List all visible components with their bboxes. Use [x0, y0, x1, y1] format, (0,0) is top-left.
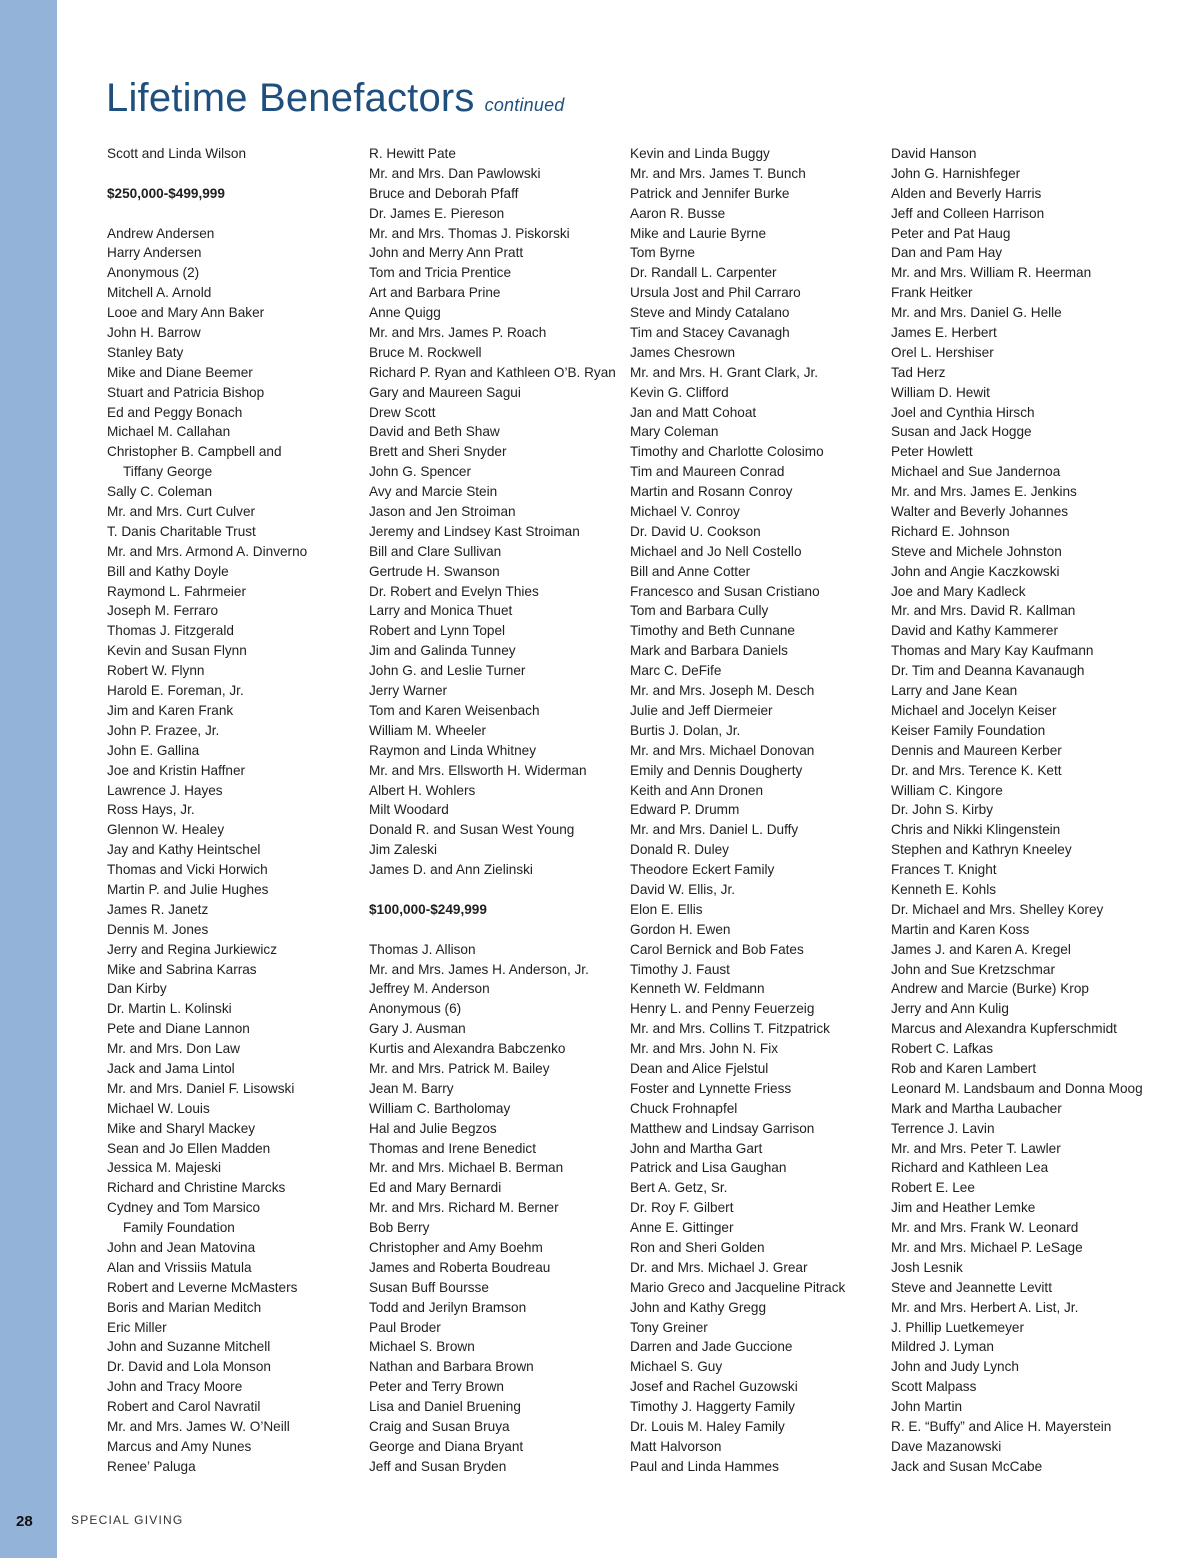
- donor-name: James R. Janetz: [107, 901, 209, 917]
- donor-name: R. Hewitt Pate: [369, 146, 456, 161]
- donor-name: Gary and Maureen Sagui: [369, 384, 521, 400]
- donor-name: James J. and Karen A. Kregel: [891, 941, 1071, 957]
- donor-name: Edward P. Drumm: [630, 802, 740, 818]
- donor-name: Dan Kirby: [107, 981, 167, 997]
- donor-name: Mr. and Mrs. John N. Fix: [630, 1041, 779, 1057]
- donor-name: Michael and Sue Jandernoa: [891, 464, 1061, 480]
- donor-name: Dr. Louis M. Haley Family: [630, 1419, 785, 1434]
- donor-name: Frances T. Knight: [891, 862, 997, 878]
- donor-name: Mr. and Mrs. James T. Bunch: [630, 165, 806, 181]
- donor-name: John and Judy Lynch: [891, 1359, 1019, 1375]
- donor-name: John and Jean Matovina: [107, 1239, 256, 1255]
- donor-name: Elon E. Ellis: [630, 901, 703, 917]
- donor-name: Dr. John S. Kirby: [891, 802, 993, 818]
- donor-name: Brett and Sheri Snyder: [369, 444, 507, 460]
- donor-name: Christopher and Amy Boehm: [369, 1239, 543, 1255]
- donor-name: Renee’ Paluga: [107, 1458, 196, 1474]
- donor-name: Dr. James E. Piereson: [369, 205, 505, 221]
- donor-name: Bill and Clare Sullivan: [369, 543, 502, 559]
- donor-name: Mr. and Mrs. Peter T. Lawler: [891, 1140, 1061, 1156]
- donor-name: Mr. and Mrs. Curt Culver: [107, 504, 256, 520]
- donor-name: R. E. “Buffy” and Alice H. Mayerstein: [891, 1419, 1112, 1434]
- donor-name: Michael S. Brown: [369, 1339, 475, 1355]
- donor-name: John and Martha Gart: [630, 1140, 763, 1156]
- donor-name: Tom and Barbara Cully: [630, 603, 769, 619]
- donor-name: Robert and Lynn Topel: [369, 623, 506, 639]
- donor-name: John and Tracy Moore: [107, 1379, 243, 1395]
- donor-name: Rob and Karen Lambert: [891, 1060, 1037, 1076]
- donor-name: Ed and Peggy Bonach: [107, 404, 243, 420]
- donor-name: Timothy and Beth Cunnane: [630, 623, 795, 639]
- donor-name: Mark and Martha Laubacher: [891, 1100, 1062, 1116]
- donor-name: Mr. and Mrs. James E. Jenkins: [891, 484, 1077, 500]
- spacer: [107, 164, 307, 184]
- donor-name: Bruce and Deborah Pfaff: [369, 185, 519, 201]
- donor-name: Theodore Eckert Family: [630, 862, 775, 878]
- donor-name: Martin P. and Julie Hughes: [107, 881, 269, 897]
- donor-name: Donald R. and Susan West Young: [369, 822, 575, 838]
- donor-name: Kevin and Linda Buggy: [630, 146, 770, 161]
- donor-name: David and Beth Shaw: [369, 424, 500, 440]
- donor-name: Robert and Carol Navratil: [107, 1399, 261, 1415]
- donor-name: Larry and Monica Thuet: [369, 603, 513, 619]
- donor-name: Dr. Michael and Mrs. Shelley Korey: [891, 901, 1104, 917]
- donor-name: Chris and Nikki Klingenstein: [891, 822, 1061, 838]
- donor-name: John and Merry Ann Pratt: [369, 245, 524, 261]
- donor-name: Jean M. Barry: [369, 1080, 454, 1096]
- donor-name: Bill and Anne Cotter: [630, 563, 751, 579]
- donor-name: Raymon and Linda Whitney: [369, 742, 536, 758]
- page-number: 28: [16, 1513, 33, 1530]
- donor-name: Milt Woodard: [369, 802, 449, 818]
- donor-name: Susan Buff Boursse: [369, 1279, 489, 1295]
- donor-name: T. Danis Charitable Trust: [107, 523, 256, 539]
- donor-name: Art and Barbara Prine: [369, 285, 501, 301]
- side-color-band: [0, 0, 57, 1558]
- donor-name: Chuck Frohnapfel: [630, 1100, 738, 1116]
- donor-name: Martin and Karen Koss: [891, 921, 1030, 937]
- donor-name: Thomas and Mary Kay Kaufmann: [891, 643, 1094, 659]
- donor-name: Mr. and Mrs. Dan Pawlowski: [369, 165, 541, 181]
- donor-name: William M. Wheeler: [369, 722, 487, 738]
- gift-level-heading: $100,000-$249,999: [369, 901, 487, 917]
- donor-name: Jay and Kathy Heintschel: [107, 842, 261, 858]
- donor-name: Nathan and Barbara Brown: [369, 1359, 534, 1375]
- donor-name: Terrence J. Lavin: [891, 1120, 995, 1136]
- donor-name: Timothy and Charlotte Colosimo: [630, 444, 824, 460]
- donor-name: Dan and Pam Hay: [891, 245, 1003, 261]
- gift-level-heading: $250,000-$499,999: [107, 185, 225, 201]
- donor-name: Robert W. Flynn: [107, 663, 205, 679]
- donor-column-1: [107, 144, 307, 1477]
- donor-name: Steve and Jeannette Levitt: [891, 1279, 1052, 1295]
- donor-name: Jim and Heather Lemke: [891, 1200, 1036, 1216]
- donor-name: Emily and Dennis Dougherty: [630, 762, 803, 778]
- donor-name: Matthew and Lindsay Garrison: [630, 1120, 815, 1136]
- donor-name: Joseph M. Ferraro: [107, 603, 219, 619]
- donor-name: Carol Bernick and Bob Fates: [630, 941, 804, 957]
- donor-name: Gordon H. Ewen: [630, 921, 731, 937]
- donor-name: Jack and Susan McCabe: [891, 1458, 1043, 1474]
- donor-name: Mark and Barbara Daniels: [630, 643, 788, 659]
- donor-name: George and Diana Bryant: [369, 1438, 524, 1454]
- donor-name: Mike and Diane Beemer: [107, 364, 253, 380]
- donor-name: Glennon W. Healey: [107, 822, 225, 838]
- donor-name: Marc C. DeFife: [630, 663, 722, 679]
- donor-name: Dr. and Mrs. Michael J. Grear: [630, 1259, 808, 1275]
- donor-name: Mildred J. Lyman: [891, 1339, 994, 1355]
- donor-name: Mr. and Mrs. Herbert A. List, Jr.: [891, 1299, 1079, 1315]
- donor-name: Family Foundation: [123, 1220, 235, 1236]
- donor-name: David and Kathy Kammerer: [891, 623, 1058, 639]
- donor-name: Joel and Cynthia Hirsch: [891, 404, 1035, 420]
- donor-name: Mr. and Mrs. Thomas J. Piskorski: [369, 225, 570, 241]
- donor-name: Timothy J. Haggerty Family: [630, 1399, 795, 1415]
- donor-name: Darren and Jade Guccione: [630, 1339, 793, 1355]
- donor-name: Dean and Alice Fjelstul: [630, 1060, 769, 1076]
- donor-name: Mike and Laurie Byrne: [630, 225, 767, 241]
- donor-name: J. Phillip Luetkemeyer: [891, 1319, 1024, 1335]
- donor-name: Jerry and Ann Kulig: [891, 1001, 1009, 1017]
- donor-name: Bob Berry: [369, 1220, 430, 1236]
- donor-name: John E. Gallina: [107, 742, 200, 758]
- donor-name: Harry Andersen: [107, 245, 202, 261]
- donor-name: Avy and Marcie Stein: [369, 484, 498, 500]
- donor-name: Paul Broder: [369, 1319, 441, 1335]
- donor-name: John and Suzanne Mitchell: [107, 1339, 271, 1355]
- donor-name: Eric Miller: [107, 1319, 167, 1335]
- donor-name: Alan and Vrissiis Matula: [107, 1259, 252, 1275]
- donor-name: Kevin and Susan Flynn: [107, 643, 247, 659]
- donor-name: Thomas and Vicki Horwich: [107, 862, 268, 878]
- donor-name: Timothy J. Faust: [630, 961, 730, 977]
- donor-name: Dr. David U. Cookson: [630, 523, 761, 539]
- donor-name: Tiffany George: [123, 464, 213, 480]
- donor-name: Dave Mazanowski: [891, 1438, 1002, 1454]
- donor-name: Walter and Beverly Johannes: [891, 504, 1069, 520]
- donor-name: Anne E. Gittinger: [630, 1220, 734, 1236]
- donor-name: Mr. and Mrs. H. Grant Clark, Jr.: [630, 364, 819, 380]
- donor-name: Francesco and Susan Cristiano: [630, 583, 820, 599]
- donor-name: Mitchell A. Arnold: [107, 285, 212, 301]
- donor-name: Harold E. Foreman, Jr.: [107, 683, 244, 699]
- donor-name: Kurtis and Alexandra Babczenko: [369, 1041, 566, 1057]
- donor-name: Robert C. Lafkas: [891, 1041, 993, 1057]
- donor-name: Lisa and Daniel Bruening: [369, 1399, 521, 1415]
- donor-name: Mr. and Mrs. Michael B. Berman: [369, 1160, 564, 1176]
- donor-name: Patrick and Lisa Gaughan: [630, 1160, 787, 1176]
- donor-name: Donald R. Duley: [630, 842, 729, 858]
- donor-name: Craig and Susan Bruya: [369, 1419, 510, 1434]
- donor-name: Cydney and Tom Marsico: [107, 1200, 261, 1216]
- donor-name: Bert A. Getz, Sr.: [630, 1180, 728, 1196]
- donor-name: James and Roberta Boudreau: [369, 1259, 551, 1275]
- donor-name: Tad Herz: [891, 364, 946, 380]
- donor-column-2: [369, 144, 616, 1477]
- donor-name: Tom Byrne: [630, 245, 695, 261]
- donor-name: Matt Halvorson: [630, 1438, 722, 1454]
- donor-name: Raymond L. Fahrmeier: [107, 583, 247, 599]
- donor-name: David Hanson: [891, 146, 977, 161]
- donor-name: Pete and Diane Lannon: [107, 1021, 250, 1037]
- donor-name: Jim and Galinda Tunney: [369, 643, 516, 659]
- donor-name: Dr. and Mrs. Terence K. Kett: [891, 762, 1062, 778]
- donor-name: Alden and Beverly Harris: [891, 185, 1042, 201]
- donor-name: Mr. and Mrs. James P. Roach: [369, 325, 547, 341]
- donor-name: Kevin G. Clifford: [630, 384, 729, 400]
- donor-name: Stuart and Patricia Bishop: [107, 384, 265, 400]
- donor-name: John and Angie Kaczkowski: [891, 563, 1060, 579]
- donor-name: Robert and Leverne McMasters: [107, 1279, 298, 1295]
- spacer: [369, 920, 616, 940]
- donor-name: Stephen and Kathryn Kneeley: [891, 842, 1072, 858]
- donor-name: Michael and Jocelyn Keiser: [891, 702, 1057, 718]
- donor-name: John H. Barrow: [107, 325, 201, 341]
- donor-name: Patrick and Jennifer Burke: [630, 185, 790, 201]
- donor-name: Josef and Rachel Guzowski: [630, 1379, 798, 1395]
- donor-name: Aaron R. Busse: [630, 205, 726, 221]
- donor-name: Thomas J. Allison: [369, 941, 476, 957]
- donor-name: Jessica M. Majeski: [107, 1160, 222, 1176]
- donor-name: Kenneth E. Kohls: [891, 881, 997, 897]
- donor-name: Larry and Jane Kean: [891, 683, 1018, 699]
- donor-name: Peter Howlett: [891, 444, 973, 460]
- donor-name: Tom and Tricia Prentice: [369, 265, 512, 281]
- donor-name: Jason and Jen Stroiman: [369, 504, 516, 520]
- donor-name: Scott Malpass: [891, 1379, 977, 1395]
- donor-name: Jim Zaleski: [369, 842, 437, 858]
- donor-name: Todd and Jerilyn Bramson: [369, 1299, 527, 1315]
- donor-name: Boris and Marian Meditch: [107, 1299, 262, 1315]
- donor-name: Mary Coleman: [630, 424, 719, 440]
- donor-name: Mr. and Mrs. Daniel L. Duffy: [630, 822, 799, 838]
- donor-name: Josh Lesnik: [891, 1259, 963, 1275]
- donor-name: Jan and Matt Cohoat: [630, 404, 757, 420]
- donor-name: Albert H. Wohlers: [369, 782, 476, 798]
- donor-name: Ursula Jost and Phil Carraro: [630, 285, 801, 301]
- donor-name: Mr. and Mrs. Richard M. Berner: [369, 1200, 559, 1216]
- donor-column-4: [891, 144, 1143, 1477]
- donor-name: Dennis M. Jones: [107, 921, 209, 937]
- donor-name: Susan and Jack Hogge: [891, 424, 1032, 440]
- donor-name: John P. Frazee, Jr.: [107, 722, 220, 738]
- donor-name: Richard E. Johnson: [891, 523, 1010, 539]
- donor-name: Gary J. Ausman: [369, 1021, 466, 1037]
- donor-name: Mr. and Mrs. James W. O’Neill: [107, 1419, 290, 1434]
- donor-name: Jeffrey M. Anderson: [369, 981, 490, 997]
- donor-name: Mr. and Mrs. Ellsworth H. Widerman: [369, 762, 587, 778]
- donor-name: James E. Herbert: [891, 325, 997, 341]
- donor-name: Mr. and Mrs. Don Law: [107, 1041, 240, 1057]
- donor-name: Mr. and Mrs. Daniel F. Lisowski: [107, 1080, 295, 1096]
- donor-name: Dr. Tim and Deanna Kavanaugh: [891, 663, 1085, 679]
- donor-name: Robert E. Lee: [891, 1180, 975, 1196]
- donor-name: Mr. and Mrs. Michael P. LeSage: [891, 1239, 1083, 1255]
- donor-name: Andrew and Marcie (Burke) Krop: [891, 981, 1089, 997]
- donor-name: Michael S. Guy: [630, 1359, 723, 1375]
- donor-name: David W. Ellis, Jr.: [630, 881, 735, 897]
- donor-name: Michael V. Conroy: [630, 504, 740, 520]
- donor-name: James Chesrown: [630, 344, 736, 360]
- donor-name: Peter and Terry Brown: [369, 1379, 504, 1395]
- donor-name: Mr. and Mrs. Daniel G. Helle: [891, 305, 1062, 321]
- donor-name: Jim and Karen Frank: [107, 702, 234, 718]
- donor-name: William C. Kingore: [891, 782, 1003, 798]
- donor-name: Mr. and Mrs. Michael Donovan: [630, 742, 815, 758]
- donor-name: Dr. Martin L. Kolinski: [107, 1001, 232, 1017]
- donor-name: John Martin: [891, 1399, 963, 1415]
- donor-name: John and Kathy Gregg: [630, 1299, 767, 1315]
- donor-name: Jack and Jama Lintol: [107, 1060, 235, 1076]
- donor-name: Jeff and Susan Bryden: [369, 1458, 507, 1474]
- donor-name: Sean and Jo Ellen Madden: [107, 1140, 271, 1156]
- donor-name: Stanley Baty: [107, 344, 184, 360]
- donor-name: Mr. and Mrs. Armond A. Dinverno: [107, 543, 308, 559]
- donor-name: Andrew Andersen: [107, 225, 215, 241]
- donor-name: Christopher B. Campbell and: [107, 444, 282, 460]
- donor-name: Marcus and Amy Nunes: [107, 1438, 252, 1454]
- donor-name: John G. Spencer: [369, 464, 472, 480]
- donor-name: Tim and Stacey Cavanagh: [630, 325, 790, 341]
- donor-name: Mike and Sharyl Mackey: [107, 1120, 256, 1136]
- donor-name: Ross Hays, Jr.: [107, 802, 195, 818]
- donor-name: Bill and Kathy Doyle: [107, 563, 229, 579]
- donor-name: Richard and Kathleen Lea: [891, 1160, 1049, 1176]
- donor-name: Michael M. Callahan: [107, 424, 231, 440]
- donor-name: Mario Greco and Jacqueline Pitrack: [630, 1279, 846, 1295]
- donor-name: Frank Heitker: [891, 285, 973, 301]
- donor-name: Dennis and Maureen Kerber: [891, 742, 1062, 758]
- donor-name: Mr. and Mrs. David R. Kallman: [891, 603, 1076, 619]
- donor-name: Anonymous (6): [369, 1001, 462, 1017]
- donor-name: Thomas and Irene Benedict: [369, 1140, 537, 1156]
- donor-name: Dr. Robert and Evelyn Thies: [369, 583, 539, 599]
- donor-name: Sally C. Coleman: [107, 484, 213, 500]
- donor-name: Steve and Mindy Catalano: [630, 305, 790, 321]
- donor-name: Mike and Sabrina Karras: [107, 961, 257, 977]
- donor-name: Leonard M. Landsbaum and Donna Moog: [891, 1080, 1143, 1096]
- donor-name: Henry L. and Penny Feuerzeig: [630, 1001, 815, 1017]
- donor-name: John G. Harnishfeger: [891, 165, 1021, 181]
- donor-column-3: [630, 144, 845, 1477]
- donor-name: Jerry and Regina Jurkiewicz: [107, 941, 277, 957]
- donor-name: Lawrence J. Hayes: [107, 782, 223, 798]
- donor-name: Mr. and Mrs. James H. Anderson, Jr.: [369, 961, 589, 977]
- donor-name: Peter and Pat Haug: [891, 225, 1011, 241]
- donor-name: Mr. and Mrs. Frank W. Leonard: [891, 1220, 1079, 1236]
- donor-name: Looe and Mary Ann Baker: [107, 305, 265, 321]
- donor-name: John and Sue Kretzschmar: [891, 961, 1055, 977]
- donor-name: Martin and Rosann Conroy: [630, 484, 793, 500]
- donor-name: Anne Quigg: [369, 305, 441, 321]
- donor-name: James D. and Ann Zielinski: [369, 862, 533, 878]
- donor-name: Jeff and Colleen Harrison: [891, 205, 1045, 221]
- donor-name: Dr. Roy F. Gilbert: [630, 1200, 734, 1216]
- donor-name: Marcus and Alexandra Kupferschmidt: [891, 1021, 1117, 1037]
- donor-name: Scott and Linda Wilson: [107, 146, 247, 161]
- donor-name: Tim and Maureen Conrad: [630, 464, 785, 480]
- donor-name: Foster and Lynnette Friess: [630, 1080, 792, 1096]
- donor-name: William D. Hewit: [891, 384, 990, 400]
- spacer: [369, 880, 616, 900]
- page-title: [106, 76, 565, 121]
- donor-name: Bruce M. Rockwell: [369, 344, 482, 360]
- page-title-text: Lifetime Benefactors: [106, 76, 475, 120]
- donor-name: Richard and Christine Marcks: [107, 1180, 286, 1196]
- donor-name: Keith and Ann Dronen: [630, 782, 764, 798]
- donor-name: Ed and Mary Bernardi: [369, 1180, 502, 1196]
- spacer: [107, 204, 307, 224]
- donor-name: Dr. Randall L. Carpenter: [630, 265, 777, 281]
- donor-name: Keiser Family Foundation: [891, 722, 1046, 738]
- donor-name: Ron and Sheri Golden: [630, 1239, 765, 1255]
- donor-name: Dr. David and Lola Monson: [107, 1359, 271, 1375]
- donor-name: Jerry Warner: [369, 683, 448, 699]
- donor-name: Julie and Jeff Diermeier: [630, 702, 773, 718]
- donor-name: Joe and Mary Kadleck: [891, 583, 1026, 599]
- donor-name: Drew Scott: [369, 404, 436, 420]
- donor-name: Richard P. Ryan and Kathleen O’B. Ryan: [369, 364, 616, 380]
- donor-name: Burtis J. Dolan, Jr.: [630, 722, 741, 738]
- donor-name: Jeremy and Lindsey Kast Stroiman: [369, 523, 580, 539]
- donor-name: John G. and Leslie Turner: [369, 663, 526, 679]
- donor-name: Mr. and Mrs. Collins T. Fitzpatrick: [630, 1021, 830, 1037]
- donor-name: Mr. and Mrs. Patrick M. Bailey: [369, 1060, 550, 1076]
- donor-name: Paul and Linda Hammes: [630, 1458, 779, 1474]
- donor-name: Anonymous (2): [107, 265, 200, 281]
- page-title-suffix: continued: [484, 95, 565, 115]
- donor-name: Tony Greiner: [630, 1319, 708, 1335]
- donor-name: Tom and Karen Weisenbach: [369, 702, 540, 718]
- donor-name: Kenneth W. Feldmann: [630, 981, 765, 997]
- donor-name: Mr. and Mrs. Joseph M. Desch: [630, 683, 815, 699]
- donor-name: William C. Bartholomay: [369, 1100, 511, 1116]
- donor-name: Michael and Jo Nell Costello: [630, 543, 802, 559]
- donor-name: Michael W. Louis: [107, 1100, 210, 1116]
- section-label: SPECIAL GIVING: [71, 1513, 184, 1527]
- donor-name: Hal and Julie Begzos: [369, 1120, 497, 1136]
- donor-name: Joe and Kristin Haffner: [107, 762, 246, 778]
- donor-name: Steve and Michele Johnston: [891, 543, 1062, 559]
- donor-name: Thomas J. Fitzgerald: [107, 623, 234, 639]
- donor-name: Mr. and Mrs. William R. Heerman: [891, 265, 1092, 281]
- donor-name: Gertrude H. Swanson: [369, 563, 500, 579]
- donor-name: Orel L. Hershiser: [891, 344, 994, 360]
